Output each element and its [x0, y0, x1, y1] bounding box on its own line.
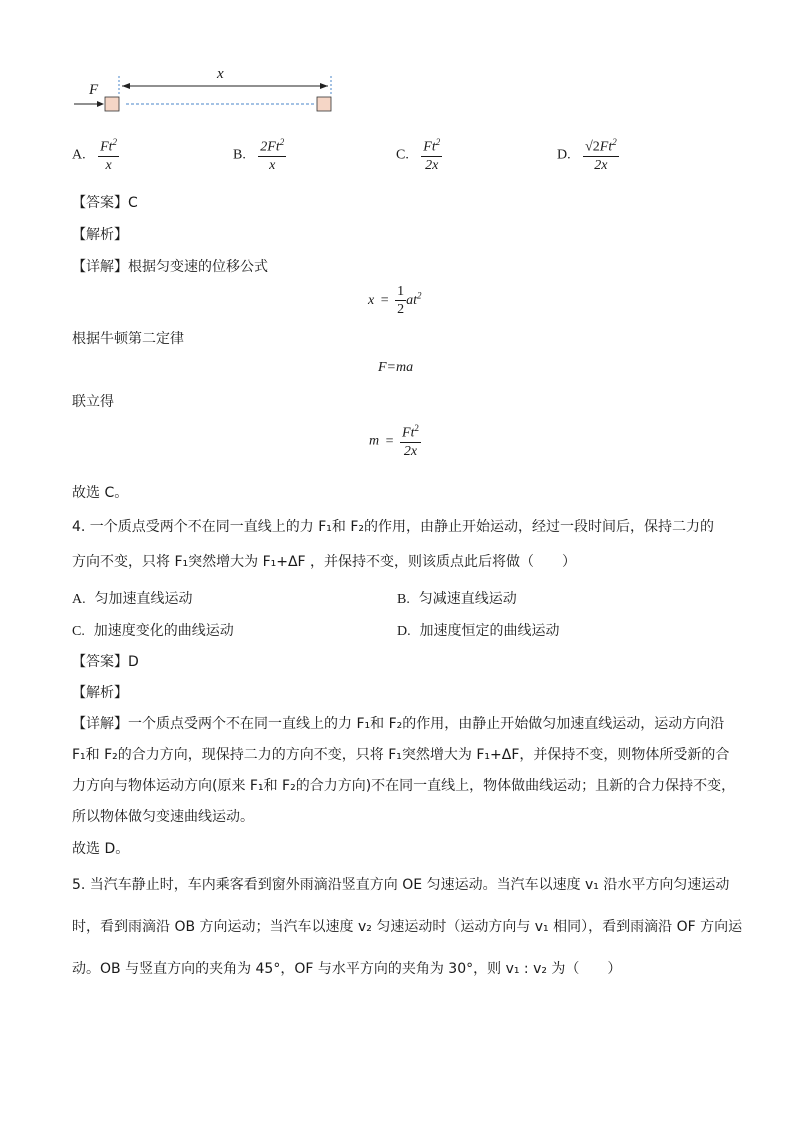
- q4-detail-line1: 【详解】一个质点受两个不在同一直线上的力 F₁和 F₂的作用，由静止开始做匀加速直线运动，运动方向沿: [72, 716, 725, 732]
- q3-line3: 联立得: [72, 394, 114, 410]
- q5-stem-line3: 动。OB 与竖直方向的夹角为 45°，OF 与水平方向的夹角为 30°，则 v₁ : v₂ 为（ ）: [72, 961, 622, 977]
- distance-arrow-right-head: [320, 83, 328, 89]
- q3-option-c[interactable]: C. $\frac{Ft^2}{2x}$: [396, 137, 441, 174]
- equation-newton: F=ma: [378, 360, 414, 375]
- q3-option-b[interactable]: B. $\frac{2Ft^2}{x}$: [233, 137, 285, 174]
- block-end: [317, 97, 331, 111]
- q4-answer: [72, 651, 139, 671]
- force-diagram: [70, 66, 350, 116]
- distance-arrow-left-head: [122, 83, 130, 89]
- q4-detail-line2: F₁和 F₂的合力方向，现保持二力的方向不变，只将 F₁突然增大为 F₁+ΔF，并保持不变，则物体所受新的合: [72, 747, 730, 763]
- q4-detail-line3: 力方向与物体运动方向(原来 F₁和 F₂的合力方向)不在同一直线上，物体做曲线运动；且新的合力保持不变，: [72, 778, 736, 794]
- distance-label: x: [217, 66, 224, 82]
- answer-value: D: [128, 654, 139, 670]
- force-arrow-head: [97, 101, 104, 107]
- q4-option-b[interactable]: B. 匀减速直线运动: [397, 591, 517, 607]
- q4-analysis-tag: 【解析】: [72, 685, 128, 701]
- q5-stem-line1: 5. 当汽车静止时，车内乘客看到窗外雨滴沿竖直方向 OE 匀速运动。当汽车以速度 v₁ 沿水平方向匀速运动: [72, 877, 730, 893]
- q4-stem-line1: 4. 一个质点受两个不在同一直线上的力 F₁和 F₂的作用，由静止开始运动，经过一段时间后，保持二力的: [72, 519, 715, 535]
- q4-option-d[interactable]: D. 加速度恒定的曲线运动: [397, 623, 560, 639]
- q4-option-a[interactable]: A. 匀加速直线运动: [72, 591, 193, 607]
- equation-mass: m = $\frac{Ft^2}{2x}$: [369, 423, 419, 460]
- q3-option-b-fraction: $\frac{2Ft^2}{x}$: [260, 137, 285, 174]
- q3-option-c-fraction: $\frac{Ft^2}{2x}$: [423, 137, 441, 174]
- equation-displacement: x = $\frac{1}{2}$ $at^2$: [368, 284, 422, 318]
- answer-tag: 【答案】: [72, 654, 128, 670]
- q3-option-a-fraction: $\frac{Ft^2}{x}$: [100, 137, 118, 174]
- q4-conclusion: 故选 D。: [72, 841, 130, 857]
- q3-detail: 【详解】根据匀变速的位移公式: [72, 259, 268, 275]
- q3-option-d[interactable]: D. $\frac{√2Ft^2}{2x}$: [557, 137, 617, 174]
- q4-stem-line2: 方向不变，只将 F₁突然增大为 F₁+ΔF ，并保持不变，则该质点此后将做（ ）: [72, 554, 577, 570]
- q3-analysis-tag: 【解析】: [72, 227, 128, 243]
- q4-detail-line4: 所以物体做匀变速曲线运动。: [72, 809, 254, 825]
- answer-value: C: [128, 195, 138, 211]
- block-start: [105, 97, 119, 111]
- q3-option-a[interactable]: A. $\frac{Ft^2}{x}$: [72, 137, 118, 174]
- q3-line2: 根据牛顿第二定律: [72, 331, 184, 347]
- q3-option-d-fraction: $\frac{√2Ft^2}{2x}$: [585, 137, 617, 174]
- answer-tag: 【答案】: [72, 195, 128, 211]
- q3-answer: [72, 192, 138, 212]
- detail-tag: 【详解】: [72, 259, 128, 275]
- q5-stem-line2: 时，看到雨滴沿 OB 方向运动；当汽车以速度 v₂ 匀速运动时（运动方向与 v₁ 相同），看到雨滴沿 OF 方向运: [72, 919, 743, 935]
- q3-conclusion: 故选 C。: [72, 485, 129, 501]
- force-label: F: [89, 82, 99, 98]
- q4-option-c[interactable]: C. 加速度变化的曲线运动: [72, 623, 234, 639]
